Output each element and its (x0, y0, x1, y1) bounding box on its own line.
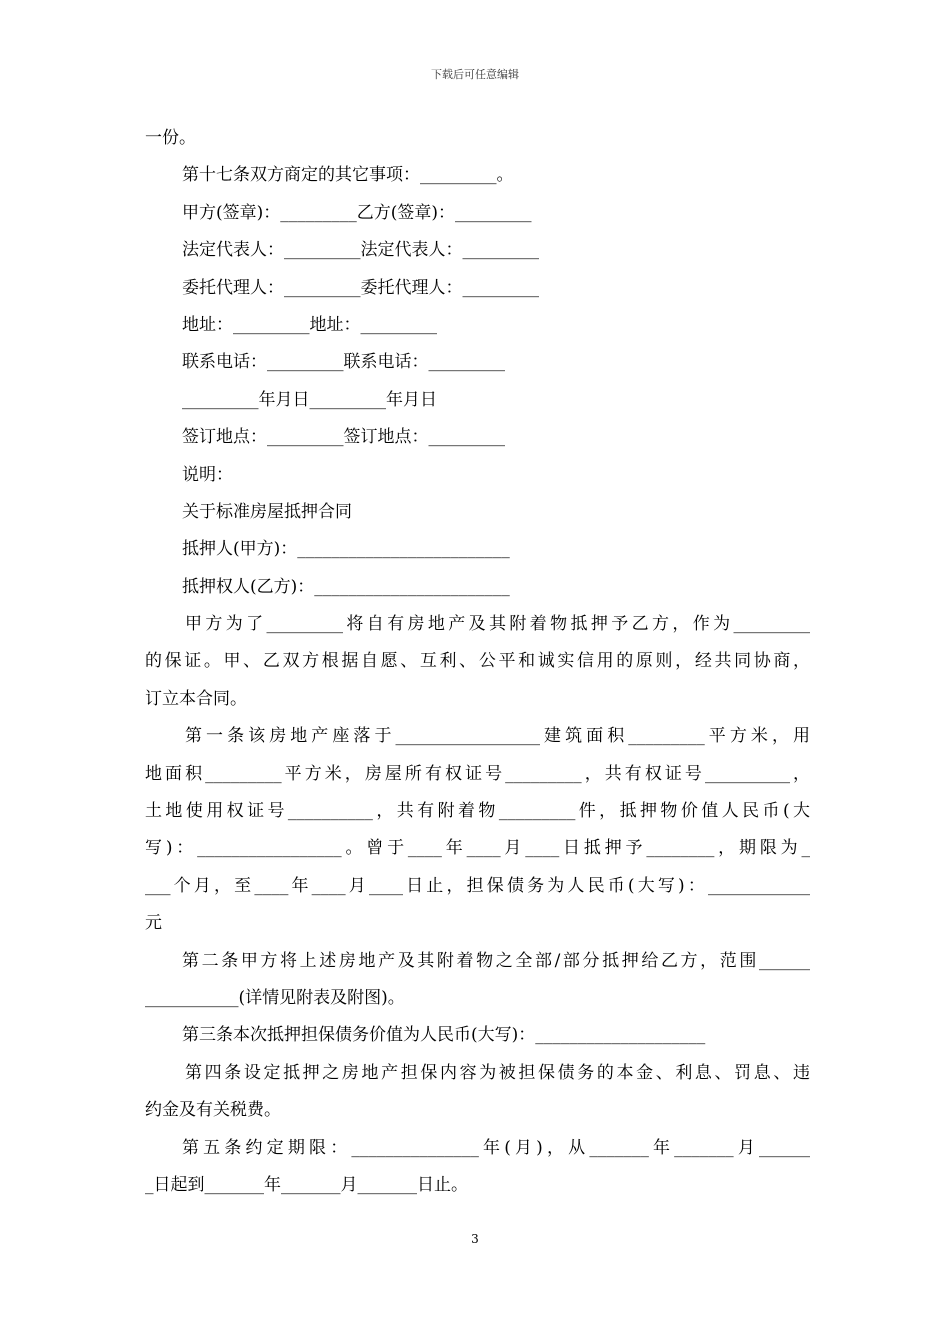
text-line: 订立本合同。 (145, 688, 247, 709)
text-line: 地面积_________平方米，房屋所有权证号_________，共有权证号__________， (145, 763, 810, 784)
text-line: 土地使用权证号__________，共有附着物_________件，抵押物价值人民币(大 (145, 801, 810, 822)
text-line: 第二条甲方将上述房地产及其附着物之全部/部分抵押给乙方，范围______ (182, 950, 810, 971)
text-line: 一份。 (145, 128, 196, 148)
text-line: ___________(详情见附表及附图)。 (145, 987, 405, 1008)
page-header: 下载后可任意编辑 (431, 68, 519, 81)
text-line: 第十七条双方商定的其它事项：_________。 (182, 165, 514, 186)
text-line: 地址：_________地址：_________ (182, 314, 437, 335)
contract-title: 关于标准房屋抵押合同 (182, 501, 352, 522)
text-line: _日起到_______年_______月_______日止。 (145, 1174, 468, 1195)
text-line: 联系电话：_________联系电话：_________ (182, 352, 505, 373)
text-line: _________年月日_________年月日 (182, 389, 437, 410)
text-line: 委托代理人：_________委托代理人：_________ (182, 277, 539, 298)
text-line: 法定代表人：_________法定代表人：_________ (182, 240, 539, 261)
text-line: 第五条约定期限：_______________年(月)，从_______年_______月______ (182, 1137, 810, 1158)
page-number: 3 (471, 1232, 479, 1246)
text-line: 说明： (182, 464, 233, 485)
text-line: 写)：_________________。曾于____年____月____日抵押予________，期限为_ (145, 838, 810, 859)
text-line: 元 (145, 913, 162, 934)
text-line: 甲方(签章)：_________乙方(签章)：_________ (182, 202, 532, 223)
text-line: 第四条设定抵押之房地产担保内容为被担保债务的本金、利息、罚息、违 (185, 1062, 810, 1083)
text-line: 抵押人(甲方)：_________________________ (182, 539, 510, 560)
text-line: 签订地点：_________签订地点：_________ (182, 427, 505, 448)
text-line: 第三条本次抵押担保债务价值为人民币(大写)：____________________ (182, 1025, 706, 1046)
text-line: ___个月，至____年____月____日止，担保债务为人民币(大写)：____________ (145, 875, 810, 896)
text-line: 约金及有关税费。 (145, 1100, 281, 1121)
text-line: 第一条该房地产座落于_________________建筑面积_________平方米，用 (185, 726, 810, 747)
text-line: 抵押权人(乙方)：_______________________ (182, 576, 510, 597)
document-body (145, 120, 810, 1204)
text-line: 甲方为了_________将自有房地产及其附着物抵押予乙方，作为_________ (185, 614, 810, 635)
text-line: 的保证。甲、乙双方根据自愿、互利、公平和诚实信用的原则，经共同协商， (145, 651, 810, 672)
